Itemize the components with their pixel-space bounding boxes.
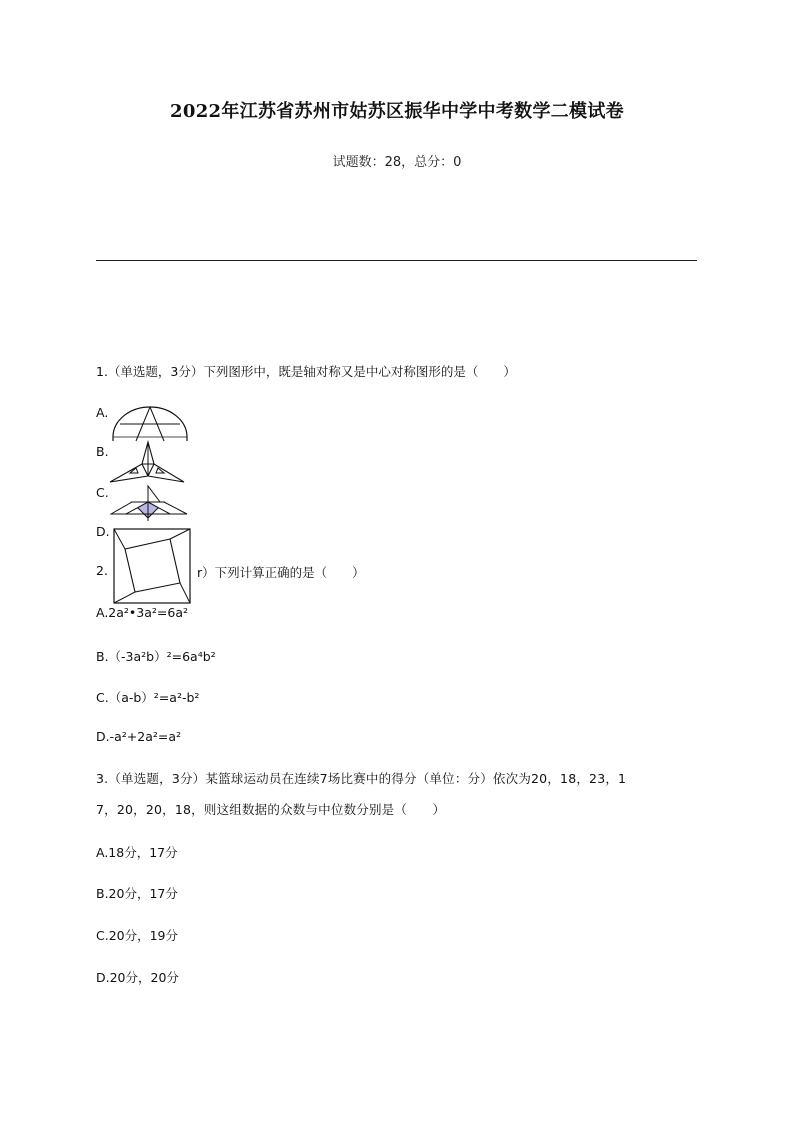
q2-option-b[interactable]: B.（-3a²b）²=6a⁴b² [96,649,216,664]
semicircle-triangle-icon [110,404,190,442]
question-3-stem-line-1: 3.（单选题，3分）某篮球运动员在连续7场比赛中的得分（单位：分）依次为20，18，23，1 [96,771,627,786]
q3-option-c[interactable]: C.20分，19分 [96,928,179,943]
q2-option-c[interactable]: C.（a-b）²=a²-b² [96,690,200,705]
q2-option-d[interactable]: D.-a²+2a²=a² [96,729,182,744]
q1-option-d-label[interactable]: D. [96,524,110,539]
pinwheel-icon [110,484,188,522]
paper-plane-icon [108,440,186,484]
q3-option-d[interactable]: D.20分，20分 [96,970,179,985]
question-3-stem-line-2: 7，20，20，18，则这组数据的众数与中位数分别是（ ） [96,802,446,817]
q3-option-b[interactable]: B.20分，17分 [96,886,178,901]
question-2-number: 2. [96,563,108,578]
nested-square-icon [113,528,191,604]
q3-option-a[interactable]: A.18分，17分 [96,845,178,860]
question-2-stem: r）下列计算正确的是（ ） [197,565,365,580]
q2-option-a[interactable]: A.2a²•3a²=6a² [96,605,189,620]
question-1-stem: 1.（单选题，3分）下列图形中，既是轴对称又是中心对称图形的是（ ） [96,364,516,379]
question-count-score: 试题数：28，总分：0 [332,155,462,170]
q1-option-c-label[interactable]: C. [96,485,109,500]
header-divider [96,260,697,261]
page-title: 2022年江苏省苏州市姑苏区振华中学中考数学二模试卷 [170,101,624,122]
q1-option-a-label[interactable]: A. [96,405,109,420]
q1-option-b-label[interactable]: B. [96,444,109,459]
